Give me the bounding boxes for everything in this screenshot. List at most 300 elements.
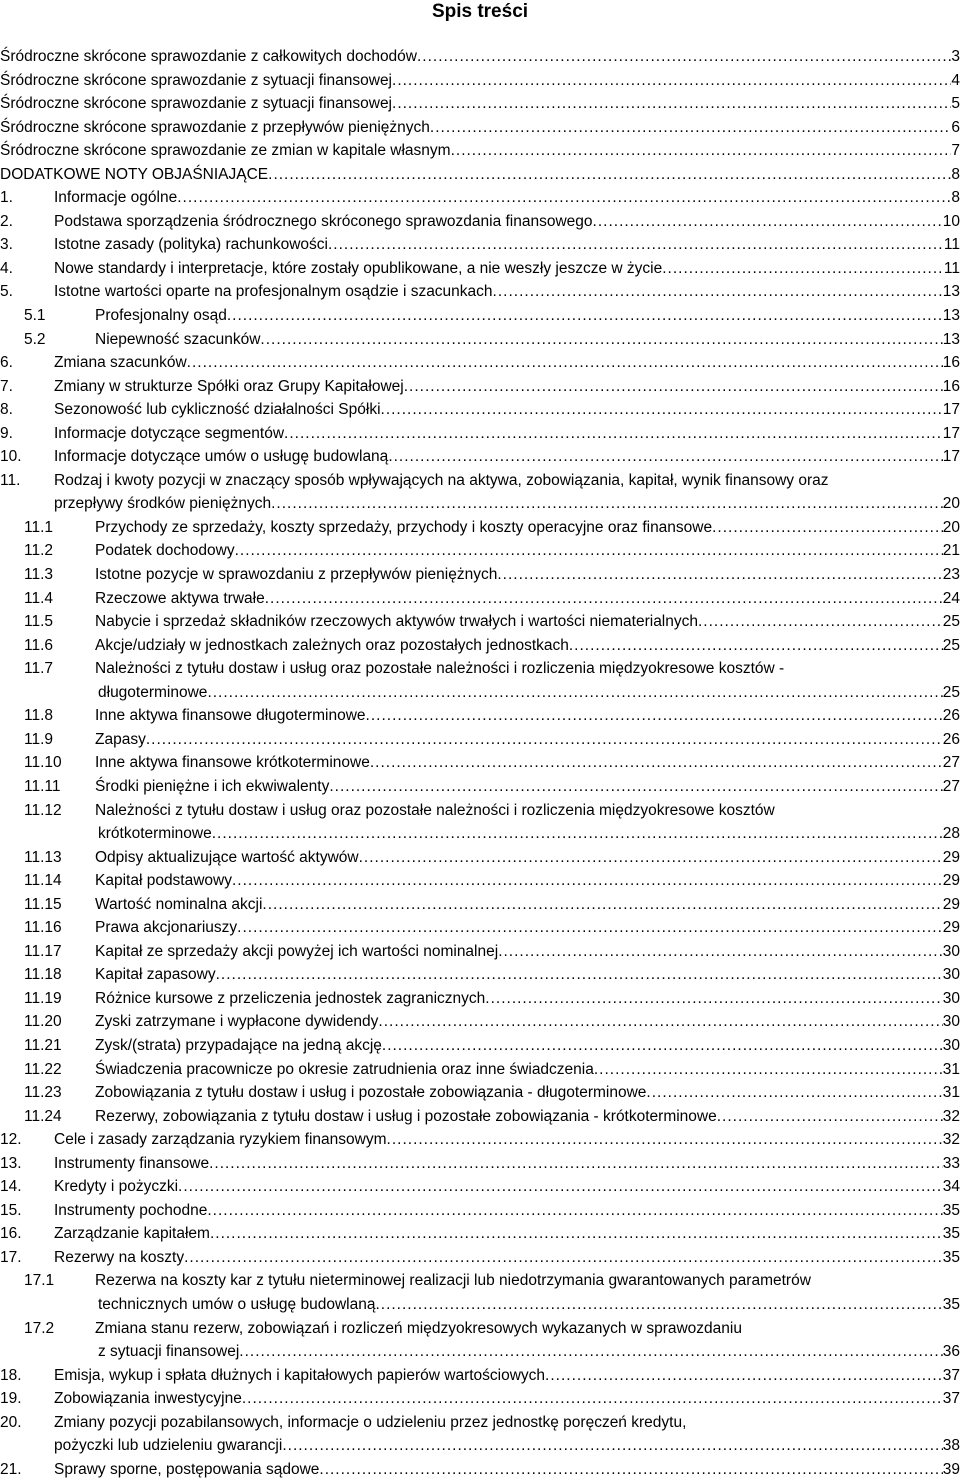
toc-entry[interactable]: [0, 1128, 960, 1152]
toc-entry-title: Sezonowość lub cykliczność działalności Spółki: [54, 401, 381, 419]
toc-entry[interactable]: [0, 1058, 960, 1082]
dot-leader: [593, 210, 943, 234]
toc-entry-page: 17: [942, 424, 960, 442]
toc-entry-number: 11.23: [24, 1084, 62, 1102]
toc-entry-title: Zmiana szacunków: [54, 354, 187, 372]
toc-entry-number: 16.: [0, 1225, 22, 1243]
toc-entry-number: 11.10: [24, 754, 62, 772]
dot-leader: [451, 139, 952, 163]
dot-leader: [417, 45, 951, 69]
toc-entry-title: Śródroczne skrócone sprawozdanie z przepływów pieniężnych: [0, 118, 430, 136]
toc-entry-line: [54, 1222, 960, 1246]
toc-entry[interactable]: [0, 1222, 960, 1246]
toc-entry-line: [95, 728, 960, 752]
toc-entry-title: Informacje ogólne: [54, 189, 178, 207]
toc-entry-line: [95, 846, 960, 870]
toc-entry[interactable]: [0, 1034, 960, 1058]
toc-entry-line: [54, 257, 960, 281]
dot-leader: [235, 539, 943, 563]
toc-entry-number: 11.20: [24, 1013, 62, 1031]
toc-entry-line: [54, 398, 960, 422]
toc-entry-line: [95, 563, 960, 587]
toc-entry-number: 11.8: [24, 707, 54, 725]
toc-entry-line: [54, 1458, 960, 1482]
toc-entry-line: [95, 940, 960, 964]
dot-leader: [187, 351, 943, 375]
toc-entry-page: 29: [942, 895, 960, 913]
toc-entry-line: [98, 1293, 960, 1317]
dot-leader: [387, 1128, 943, 1152]
toc-entry[interactable]: [0, 869, 960, 893]
toc-entry-page: 20: [942, 518, 960, 536]
toc-entry-title: Śródroczne skrócone sprawozdanie z sytuacji finansowej: [0, 95, 393, 113]
toc-entry[interactable]: [0, 375, 960, 399]
dot-leader: [262, 893, 942, 917]
toc-entry-page: 13: [942, 283, 960, 301]
toc-entry[interactable]: [0, 1199, 960, 1223]
toc-entry-number: 13.: [0, 1154, 22, 1172]
toc-entry-page: 4: [951, 71, 960, 89]
dot-leader: [284, 422, 943, 446]
toc-entry-number: 11.1: [24, 518, 54, 536]
toc-entry[interactable]: [0, 280, 960, 304]
toc-entry-title: Śródroczne skrócone sprawozdanie z całkowitych dochodów: [0, 48, 417, 65]
toc-entry-line: [54, 186, 960, 210]
toc-entry[interactable]: [0, 1411, 960, 1458]
toc-entry-title: Wartość nominalna akcji: [95, 895, 263, 913]
toc-entry-page: 8: [951, 165, 960, 183]
dot-leader: [378, 1010, 942, 1034]
toc-entry-page: 35: [942, 1201, 960, 1219]
toc-entry[interactable]: [0, 469, 960, 516]
toc-entry-line: [98, 1340, 960, 1364]
toc-entry[interactable]: [0, 1364, 960, 1388]
toc-entry[interactable]: [0, 1246, 960, 1270]
dot-leader: [388, 445, 942, 469]
toc-entry-title: DODATKOWE NOTY OBJAŚNIAJĄCE: [0, 165, 269, 183]
toc-entry-page: 29: [942, 919, 960, 937]
toc-entry-line: [54, 1128, 960, 1152]
toc-entry-title: Środki pieniężne i ich ekwiwalenty: [95, 777, 330, 795]
toc-entry-title: Instrumenty finansowe: [54, 1154, 210, 1172]
dot-leader: [268, 163, 951, 187]
toc-entry[interactable]: [0, 351, 960, 375]
toc-entry-title: Istotne wartości oparte na profesjonalnym osądzie i szacunkach: [54, 283, 493, 301]
dot-leader: [662, 257, 944, 281]
toc-entry-line: [95, 516, 960, 540]
toc-entry-line: [95, 893, 960, 917]
toc-entry[interactable]: [0, 775, 960, 799]
toc-entry-line: [0, 92, 960, 116]
toc-entry[interactable]: [0, 1269, 960, 1316]
toc-entry-number: 11.18: [24, 966, 62, 984]
toc-entry[interactable]: [0, 916, 960, 940]
toc-entry[interactable]: [0, 445, 960, 469]
toc-entry-line: [54, 351, 960, 375]
toc-entry-page: 23: [942, 566, 960, 584]
toc-entry-page: 26: [942, 730, 960, 748]
toc-entry[interactable]: [0, 1010, 960, 1034]
toc-entry-page: 7: [951, 142, 960, 160]
toc-entry-number: 11.2: [24, 542, 54, 560]
toc-entry[interactable]: [0, 563, 960, 587]
toc-entry-page: 33: [942, 1154, 960, 1172]
dot-leader: [237, 916, 943, 940]
toc-entry[interactable]: [0, 610, 960, 634]
toc-entry-title: Rezerwy, zobowiązania z tytułu dostaw i usług i pozostałe zobowiązania - krótkoterminowe: [95, 1107, 717, 1125]
toc-entry-number: 8.: [0, 401, 13, 419]
toc-entry-title: Inne aktywa finansowe długoterminowe: [95, 707, 366, 725]
toc-entry-page: 13: [942, 330, 960, 348]
toc-entry-line: [54, 1175, 960, 1199]
toc-entry-page: 25: [942, 613, 960, 631]
toc-entry-line: [98, 822, 960, 846]
toc-entry[interactable]: [0, 963, 960, 987]
toc-entry-title: Podstawa sporządzenia śródrocznego skróconego sprawozdania finansowego: [54, 212, 593, 230]
toc-entry-page: 28: [942, 825, 960, 843]
toc-entry-line: [54, 210, 960, 234]
toc-entry-title: krótkoterminowe: [98, 825, 212, 843]
toc-entry-number: 4.: [0, 259, 13, 277]
toc-entry-title: Rezerwy na koszty: [54, 1248, 185, 1266]
toc-entry[interactable]: [0, 1387, 960, 1411]
toc-entry[interactable]: [0, 1081, 960, 1105]
dot-leader: [366, 704, 943, 728]
dot-leader: [184, 1246, 943, 1270]
toc-entry-line: [95, 1034, 960, 1058]
toc-entry[interactable]: [0, 1105, 960, 1129]
toc-entry[interactable]: [0, 69, 960, 93]
toc-entry-number: 11.16: [24, 919, 62, 937]
toc-entry-title: długoterminowe: [98, 683, 208, 701]
toc-entry-line: [0, 45, 960, 69]
dot-leader: [498, 940, 943, 964]
dot-leader: [485, 987, 942, 1011]
toc-entry-page: 31: [942, 1060, 960, 1078]
toc-entry-title: Emisja, wykup i spłata dłużnych i kapitałowych papierów wartościowych: [54, 1366, 546, 1384]
toc-entry-page: 8: [951, 189, 960, 207]
toc-entry-number: 17.: [0, 1248, 22, 1266]
toc-entry-number: 9.: [0, 424, 13, 442]
toc-entry-title: Odpisy aktualizujące wartość aktywów: [95, 848, 359, 866]
toc-entry[interactable]: [0, 940, 960, 964]
toc-entry-line: [95, 587, 960, 611]
toc-entry-number: 11.4: [24, 589, 54, 607]
toc-entry-title: Instrumenty pochodne: [54, 1201, 208, 1219]
toc-entry-number: 11.9: [24, 730, 54, 748]
toc-entry-number: 11.5: [24, 613, 54, 631]
toc-entry-number: 17.2: [24, 1319, 55, 1337]
toc-entry-number: 11.14: [24, 872, 62, 890]
toc-entry-number: 11.12: [24, 801, 62, 819]
toc-entry-line: [95, 328, 960, 352]
toc-entry-number: 11.22: [24, 1060, 62, 1078]
toc-entry-line: [95, 916, 960, 940]
dot-leader: [227, 304, 943, 328]
toc-entry-title: pożyczki lub udzieleniu gwarancji: [54, 1437, 283, 1455]
toc-entry[interactable]: [0, 893, 960, 917]
toc-entry-page: 16: [942, 354, 960, 372]
toc-entry-page: 25: [942, 683, 960, 701]
dot-leader: [260, 328, 942, 352]
toc-entry-number: 11.24: [24, 1107, 62, 1125]
toc-entry-page: 3: [951, 48, 960, 65]
toc-entry-number: 11.7: [24, 660, 54, 678]
toc-entry-page: 35: [942, 1225, 960, 1243]
toc-entry-number: 14.: [0, 1178, 22, 1196]
dot-leader: [239, 1340, 942, 1364]
toc-entry-page: 6: [951, 118, 960, 136]
toc-entry[interactable]: [0, 704, 960, 728]
toc-entry[interactable]: [0, 304, 960, 328]
toc-entry-title: Sprawy sporne, postępowania sądowe: [54, 1460, 320, 1478]
toc-entry-number: 20.: [0, 1413, 22, 1431]
toc-entry-number: 11.15: [24, 895, 62, 913]
toc-entry-title: Różnice kursowe z przeliczenia jednostek zagranicznych: [95, 989, 486, 1007]
dot-leader: [392, 69, 951, 93]
dot-leader: [404, 375, 943, 399]
toc-entry-line: [54, 1434, 960, 1458]
toc-entry-number: 15.: [0, 1201, 22, 1219]
dot-leader: [497, 563, 942, 587]
toc-entry[interactable]: [0, 539, 960, 563]
toc-entry-page: 32: [942, 1107, 960, 1125]
toc-entry-page: 35: [942, 1248, 960, 1266]
dot-leader: [646, 1081, 942, 1105]
toc-entry-page: 16: [942, 377, 960, 395]
toc-entry-line: [54, 1199, 960, 1223]
toc-entry-title: Profesjonalny osąd: [95, 307, 227, 325]
toc-entry-title-line: Należności z tytułu dostaw i usług oraz pozostałe należności i rozliczenia międzyokresowe kosztów -: [95, 660, 785, 678]
toc-entry-line: [0, 163, 960, 187]
toc-entry-page: 13: [942, 307, 960, 325]
toc-entry-page: 30: [942, 1013, 960, 1031]
toc-entry[interactable]: [0, 846, 960, 870]
dot-leader: [375, 1293, 942, 1317]
dot-leader: [370, 751, 943, 775]
toc-entry[interactable]: [0, 516, 960, 540]
toc-entry[interactable]: [0, 987, 960, 1011]
toc-entry-title: Prawa akcjonariuszy: [95, 919, 238, 937]
toc-entry[interactable]: [0, 422, 960, 446]
dot-leader: [232, 869, 943, 893]
toc-entry-title: Kapitał podstawowy: [95, 872, 232, 890]
toc-entry-number: 5.: [0, 283, 13, 301]
toc-entry-line: [54, 1364, 960, 1388]
toc-entry-title: Kapitał zapasowy: [95, 966, 216, 984]
toc-entry-page: 37: [942, 1390, 960, 1408]
toc-entry[interactable]: [0, 657, 960, 704]
dot-leader: [381, 398, 943, 422]
toc-entry-line: [95, 304, 960, 328]
toc-entry[interactable]: [0, 728, 960, 752]
toc-entry-page: 27: [942, 754, 960, 772]
toc-entry-title: Zyski zatrzymane i wypłacone dywidendy: [95, 1013, 379, 1031]
dot-leader: [382, 1034, 943, 1058]
toc-entry-number: 11.11: [24, 777, 61, 795]
toc-entry-line: [95, 1105, 960, 1129]
toc-entry-line: [54, 1152, 960, 1176]
dot-leader: [493, 280, 943, 304]
toc-entry-line: [95, 704, 960, 728]
toc-entry-title: Informacje dotyczące umów o usługę budowlaną: [54, 448, 389, 466]
toc-entry-line: [95, 1058, 960, 1082]
toc-entry-number: 11.21: [24, 1036, 62, 1054]
toc-entry[interactable]: [0, 210, 960, 234]
toc-entry-title: Nabycie i sprzedaż składników rzeczowych aktywów trwałych i wartości niematerialnych: [95, 613, 698, 631]
toc-entry-title: Podatek dochodowy: [95, 542, 235, 560]
dot-leader: [698, 610, 943, 634]
toc-entry-number: 7.: [0, 377, 13, 395]
toc-entry-page: 30: [942, 942, 960, 960]
toc-entry[interactable]: [0, 1317, 960, 1364]
toc-entry-title: Inne aktywa finansowe krótkoterminowe: [95, 754, 370, 772]
toc-entry-number: 11.6: [24, 636, 54, 654]
toc-entry-title: Śródroczne skrócone sprawozdanie z sytuacji finansowej: [0, 71, 393, 89]
toc-entry-title-line: Rodzaj i kwoty pozycji w znaczący sposób wpływających na aktywa, zobowiązania, kapitał, wynik finansowy oraz: [54, 471, 829, 489]
toc-entry-line: [95, 775, 960, 799]
toc-entry[interactable]: [0, 1152, 960, 1176]
toc-entry-title-line: Rezerwa na koszty kar z tytułu nieterminowej realizacji lub niedotrzymania gwarantowanych parametrów: [95, 1272, 811, 1290]
toc-entry[interactable]: [0, 587, 960, 611]
toc-entry-line: [54, 445, 960, 469]
toc-entry-number: 3.: [0, 236, 13, 254]
toc-entry-title: Istotne pozycje w sprawozdaniu z przepływów pieniężnych: [95, 566, 498, 584]
toc-entry-number: 11.13: [24, 848, 62, 866]
toc-entry[interactable]: [0, 233, 960, 257]
toc-entry-title: przepływy środków pieniężnych: [54, 495, 272, 513]
toc-entry-title-line: Zmiany pozycji pozabilansowych, informacje o udzieleniu przez jednostkę poręczeń kredytu,: [54, 1413, 687, 1431]
dot-leader: [282, 1434, 942, 1458]
dot-leader: [216, 963, 943, 987]
toc-entry-page: 29: [942, 872, 960, 890]
toc-entry-page: 39: [942, 1460, 960, 1478]
toc-entry-line: [54, 1387, 960, 1411]
toc-entry-title: Przychody ze sprzedaży, koszty sprzedaży, przychody i koszty operacyjne oraz finansowe: [95, 518, 713, 536]
toc-entry[interactable]: [0, 163, 960, 187]
toc-entry-number: 1.: [0, 189, 13, 207]
dot-leader: [242, 1387, 943, 1411]
toc-entry-title: Zysk/(strata) przypadające na jedną akcję: [95, 1036, 382, 1054]
toc-entry-page: 24: [942, 589, 960, 607]
toc-entry-title: Informacje dotyczące segmentów: [54, 424, 285, 442]
dot-leader: [271, 492, 943, 516]
toc-entry[interactable]: [0, 328, 960, 352]
dot-leader: [359, 846, 943, 870]
toc-entry-number: 5.1: [24, 307, 46, 325]
dot-leader: [594, 1058, 943, 1082]
toc-entry-page: 30: [942, 1036, 960, 1054]
toc-entry-title: z sytuacji finansowej: [98, 1343, 240, 1361]
toc-entry-page: 29: [942, 848, 960, 866]
toc-entry-number: 11.17: [24, 942, 62, 960]
toc-entry-line: [95, 869, 960, 893]
toc-entry[interactable]: [0, 634, 960, 658]
toc-entry-page: 20: [942, 495, 960, 513]
toc-entry-title: Kapitał ze sprzedaży akcji powyżej ich wartości nominalnej: [95, 942, 499, 960]
toc-entry-line: [0, 116, 960, 140]
toc-entry-title-line: Należności z tytułu dostaw i usług oraz pozostałe należności i rozliczenia międzyokresowe kosztów: [95, 801, 775, 819]
dot-leader: [207, 681, 942, 705]
toc-entry-line: [95, 634, 960, 658]
table-of-contents: [0, 45, 960, 1481]
toc-entry-page: 31: [942, 1084, 960, 1102]
toc-entry-number: 5.2: [24, 330, 46, 348]
toc-entry-line: [54, 492, 960, 516]
toc-entry-number: 11.: [0, 471, 21, 489]
toc-entry[interactable]: [0, 92, 960, 116]
toc-entry-line: [54, 375, 960, 399]
toc-entry[interactable]: [0, 45, 960, 69]
toc-entry-page: 26: [942, 707, 960, 725]
toc-entry-line: [54, 233, 960, 257]
toc-entry[interactable]: [0, 1175, 960, 1199]
dot-leader: [329, 775, 942, 799]
toc-entry-number: 10.: [0, 448, 22, 466]
dot-leader: [178, 1175, 943, 1199]
dot-leader: [717, 1105, 943, 1129]
toc-entry-title: Zobowiązania z tytułu dostaw i usług i pozostałe zobowiązania - długoterminowe: [95, 1084, 647, 1102]
toc-entry[interactable]: [0, 1458, 960, 1482]
toc-entry-line: [98, 681, 960, 705]
toc-entry-title: Zapasy: [95, 730, 146, 748]
toc-entry-number: 2.: [0, 212, 13, 230]
toc-entry-title: Kredyty i pożyczki: [54, 1178, 179, 1196]
dot-leader: [210, 1222, 943, 1246]
dot-leader: [207, 1199, 942, 1223]
toc-entry-number: 12.: [0, 1131, 22, 1149]
dot-leader: [328, 233, 944, 257]
toc-entry[interactable]: [0, 116, 960, 140]
toc-entry[interactable]: [0, 257, 960, 281]
dot-leader: [265, 587, 943, 611]
toc-entry-line: [0, 139, 960, 163]
toc-entry-page: 37: [942, 1366, 960, 1384]
toc-entry-title: Rzeczowe aktywa trwałe: [95, 589, 265, 607]
dot-leader: [177, 186, 951, 210]
toc-title: Spis treści: [431, 1, 529, 22]
dot-leader: [319, 1458, 942, 1482]
toc-entry-title: Cele i zasady zarządzania ryzykiem finansowym: [54, 1131, 387, 1149]
toc-entry[interactable]: [0, 799, 960, 846]
toc-entry-number: 11.19: [24, 989, 62, 1007]
toc-entry-title: Zarządzanie kapitałem: [54, 1225, 210, 1243]
toc-entry-number: 11.3: [24, 566, 54, 584]
toc-entry-page: 36: [942, 1343, 960, 1361]
dot-leader: [545, 1364, 943, 1388]
toc-entry-number: 6.: [0, 354, 13, 372]
toc-entry-line: [54, 280, 960, 304]
toc-entry[interactable]: [0, 186, 960, 210]
toc-entry[interactable]: [0, 751, 960, 775]
toc-entry-line: [95, 1081, 960, 1105]
toc-entry-title: Istotne zasady (polityka) rachunkowości: [54, 236, 328, 254]
toc-entry[interactable]: [0, 139, 960, 163]
toc-entry-title: Świadczenia pracownicze po okresie zatrudnienia oraz inne świadczenia: [95, 1060, 594, 1078]
toc-entry-line: [95, 963, 960, 987]
toc-entry[interactable]: [0, 398, 960, 422]
dot-leader: [212, 822, 943, 846]
toc-entry-number: 17.1: [24, 1272, 55, 1290]
toc-entry-title: Akcje/udziały w jednostkach zależnych oraz pozostałych jednostkach: [95, 636, 569, 654]
toc-entry-line: [0, 69, 960, 93]
dot-leader: [209, 1152, 943, 1176]
toc-entry-number: 19.: [0, 1390, 22, 1408]
toc-entry-line: [95, 539, 960, 563]
toc-entry-line: [54, 1246, 960, 1270]
toc-entry-line: [95, 751, 960, 775]
toc-entry-title-line: Zmiana stanu rezerw, zobowiązań i rozliczeń międzyokresowych wykazanych w sprawozdaniu: [95, 1319, 742, 1337]
